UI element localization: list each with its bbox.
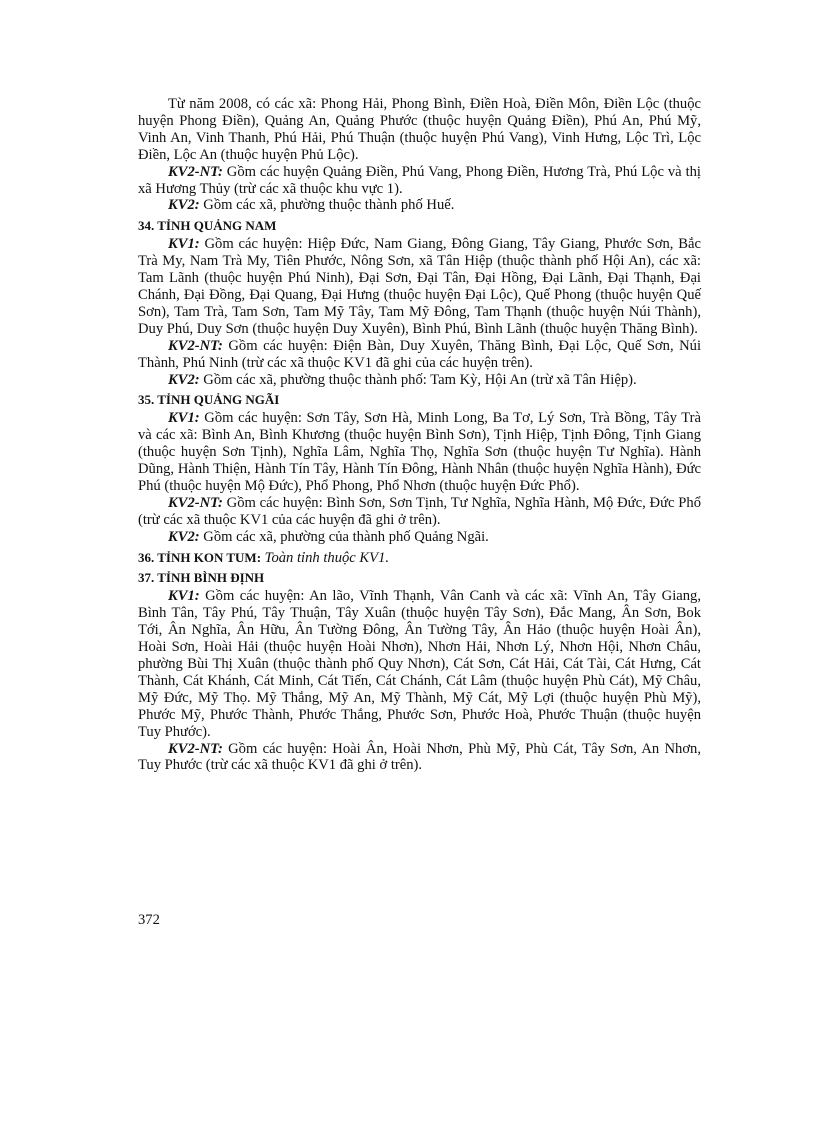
kv2-text: Gồm các xã, phường thuộc thành phố Huế. xyxy=(199,197,455,214)
binh-dinh-kv1-paragraph xyxy=(138,588,701,740)
section-heading-quang-nam: 34. TỈNH QUẢNG NAM xyxy=(138,218,277,234)
hue-kv2nt-paragraph xyxy=(138,164,701,198)
intro-paragraph xyxy=(138,96,701,164)
kv2nt-text: Gồm các huyện: Điện Bàn, Duy Xuyên, Thăng Bình, Đại Lộc, Quế Sơn, Núi Thành, Phú Ninh (trừ các xã thuộc KV1 đã ghi của các huyện trên). xyxy=(138,337,701,371)
binh-dinh-kv2nt-paragraph xyxy=(138,741,701,775)
kv1-text: Gồm các huyện: Hiệp Đức, Nam Giang, Đông Giang, Tây Giang, Phước Sơn, Bắc Trà My, Nam Trà My, Tiên Phước, Nông Sơn, xã Tân Hiệp (thuộc thành phố Hội An), các xã: Tam Lãnh (thuộc huyện Phú Ninh), Đại Sơn, Đại Tân, Đại Hồng, Đại Lãnh, Đại Thạnh, Đại Chánh, Đại Đồng, Đại Quang, Đại Hưng (thuộc huyện Đại Lộc), Quế Phong (thuộc huyện Quế Sơn), Tam Trà, Tam Sơn, Tam Mỹ Tây, Tam Mỹ Đông, Tam Thạnh (thuộc huyện Núi Thành), Duy Phú, Duy Sơn (thuộc huyện Duy Xuyên), Bình Phú, Bình Lãnh (thuộc huyện Thăng Bình). xyxy=(138,236,701,337)
kon-tum-heading-text: 36. TỈNH KON TUM: xyxy=(138,549,262,565)
intro-text: Từ năm 2008, có các xã: Phong Hải, Phong Bình, Điền Hoà, Điền Môn, Điền Lộc (thuộc huyện Phong Điền), Quảng An, Quảng Phước (thuộc huyện Quảng Điền), Phú An, Phú Mỹ, Vinh An, Vinh Thanh, Phú Hải, Phú Thuận (thuộc huyện Phú Vang), Vinh Hưng, Lộc Trì, Lộc Điền, Lộc An (thuộc huyện Phủ Lộc). xyxy=(138,96,701,163)
kv2-label: KV2: xyxy=(168,371,200,388)
kv2nt-label: KV2-NT: xyxy=(168,740,223,757)
page-number: 372 xyxy=(138,912,160,928)
kv2-text: Gồm các xã, phường thuộc thành phố: Tam Kỳ, Hội An (trừ xã Tân Hiệp). xyxy=(199,371,637,388)
quang-nam-kv2nt-paragraph xyxy=(138,338,701,372)
kv1-text: Gồm các huyện: Sơn Tây, Sơn Hà, Minh Long, Ba Tơ, Lý Sơn, Trà Bồng, Tây Trà và các xã: Bình An, Bình Khương (thuộc huyện Bình Sơn), Tịnh Hiệp, Tịnh Đông, Tịnh Giang (thuộc huyện Sơn Tịnh), Nghĩa Lâm, Nghĩa Thọ, Nghĩa Sơn (thuộc huyện Tư Nghĩa). Hành Dũng, Hành Thiện, Hành Tín Tây, Hành Tín Đông, Hành Nhân (thuộc huyện Nghĩa Hành), Đức Phú (thuộc huyện Mộ Đức), Phổ Phong, Phổ Nhơn (thuộc huyện Đức Phổ). xyxy=(138,410,701,494)
kv2-label: KV2: xyxy=(168,528,200,545)
kv1-label: KV1: xyxy=(168,410,200,427)
quang-nam-kv2-paragraph xyxy=(138,372,701,389)
kv2nt-text: Gồm các huyện: Hoài Ân, Hoài Nhơn, Phù Mỹ, Phù Cát, Tây Sơn, An Nhơn, Tuy Phước (trừ các xã thuộc KV1 đã ghi ở trên). xyxy=(138,740,701,774)
quang-ngai-kv2-paragraph xyxy=(138,529,701,546)
kv2nt-label: KV2-NT: xyxy=(168,494,223,511)
kv2nt-label: KV2-NT: xyxy=(168,163,223,180)
kv2-label: KV2: xyxy=(168,197,200,214)
kv2nt-label: KV2-NT: xyxy=(168,337,223,354)
document-page xyxy=(138,96,701,774)
quang-ngai-kv1-paragraph xyxy=(138,410,701,495)
quang-nam-kv1-paragraph xyxy=(138,236,701,337)
kon-tum-note: Toàn tỉnh thuộc KV1. xyxy=(261,549,390,566)
kv1-label: KV1: xyxy=(168,236,200,253)
section-heading-kon-tum xyxy=(138,550,701,567)
kv1-label: KV1: xyxy=(168,588,200,605)
quang-ngai-kv2nt-paragraph xyxy=(138,495,701,529)
kv2nt-text: Gồm các huyện: Bình Sơn, Sơn Tịnh, Tư Nghĩa, Nghĩa Hành, Mộ Đức, Đức Phổ (trừ các xã thuộc KV1 của các huyện đã ghi ở trên). xyxy=(138,494,701,528)
kv2-text: Gồm các xã, phường của thành phố Quảng Ngãi. xyxy=(199,528,489,545)
section-heading-quang-ngai: 35. TỈNH QUẢNG NGÃI xyxy=(138,392,280,408)
kv1-text: Gồm các huyện: An lão, Vĩnh Thạnh, Vân Canh và các xã: Vĩnh An, Tây Giang, Bình Tân, Tây Phú, Tây Thuận, Tây Xuân (thuộc huyện Tây Sơn), Đắc Mang, Ân Sơn, Bok Tới, Ân Nghĩa, Ân Hữu, Ân Tường Đông, Ân Tường Tây, Ân Hảo (thuộc huyện Hoài Ân), Hoài Sơn, Hoài Hải (thuộc huyện Hoài Nhơn), Nhơn Hải, Nhơn Lý, Nhơn Hội, Nhơn Châu, phường Bùi Thị Xuân (thuộc thành phố Quy Nhơn), Cát Sơn, Cát Hải, Cát Tài, Cát Hưng, Cát Thành, Cát Khánh, Cát Minh, Cát Tiến, Cát Chánh, Cát Lâm (thuộc huyện Phù Cát), Mỹ Châu, Mỹ Đức, Mỹ Thọ. Mỹ Thắng, Mỹ An, Mỹ Thành, Mỹ Cát, Mỹ Lợi (thuộc huyện Phù Mỹ), Phước Mỹ, Phước Thành, Phước Thắng, Phước Sơn, Phước Hoà, Phước Thuận (thuộc huyện Tuy Phước). xyxy=(138,588,701,740)
kv2nt-text: Gồm các huyện Quảng Điền, Phú Vang, Phong Điền, Hương Trà, Phú Lộc và thị xã Hương Thủy (trừ các xã thuộc khu vực 1). xyxy=(138,163,701,197)
hue-kv2-paragraph xyxy=(138,197,701,214)
section-heading-binh-dinh: 37. TỈNH BÌNH ĐỊNH xyxy=(138,570,265,586)
